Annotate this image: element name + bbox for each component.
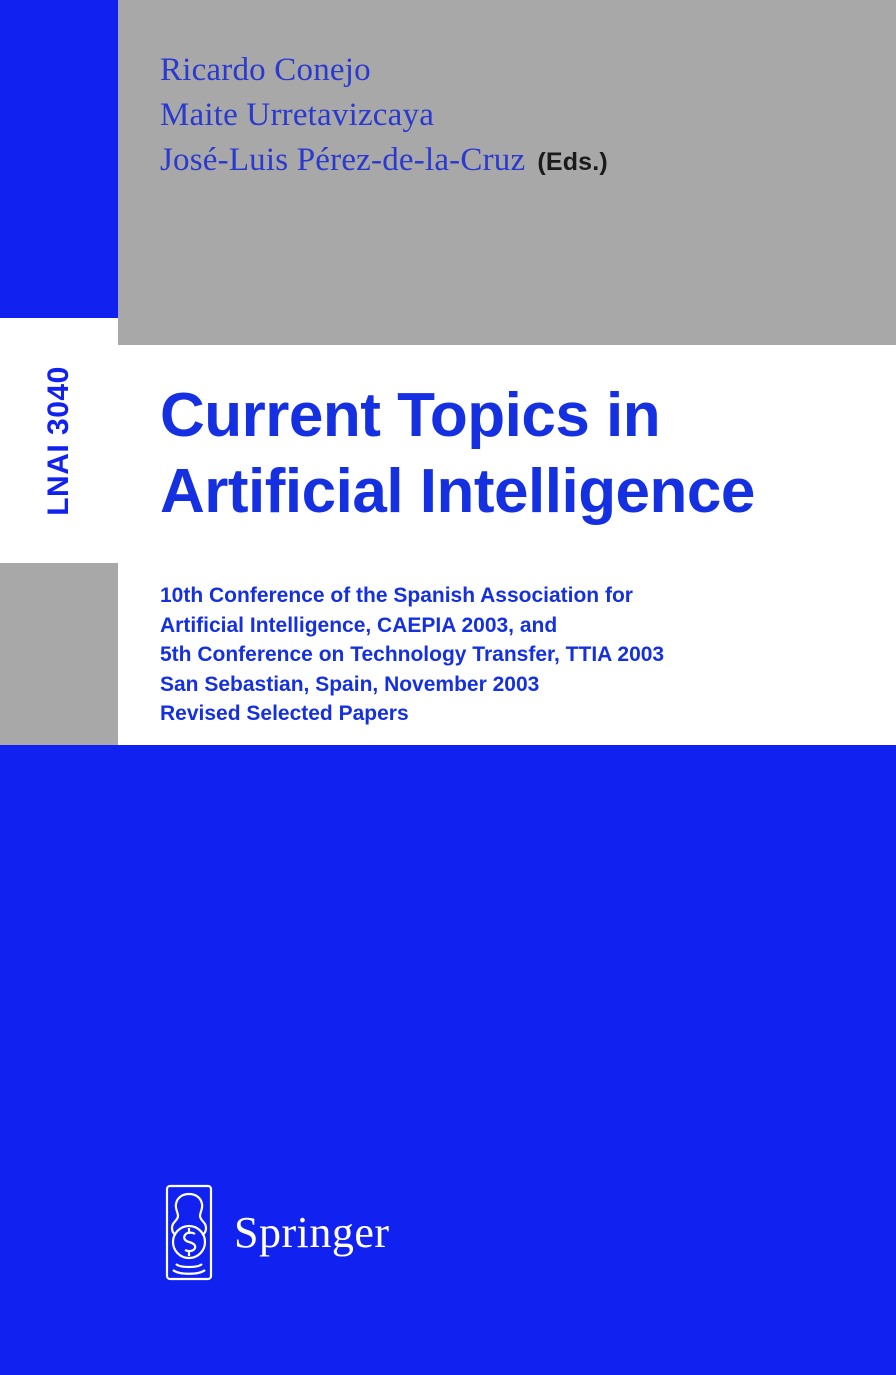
book-subtitle [160,581,880,729]
publisher-name: Springer [234,1208,390,1257]
editor-name: José-Luis Pérez-de-la-Cruz [160,142,526,178]
book-title [160,378,890,530]
book-title-line-1: Current Topics in [160,381,661,450]
subtitle-line: San Sebastian, Spain, November 2003 [160,672,540,696]
editor-entry [160,138,860,185]
subtitle-line: Revised Selected Papers [160,702,409,725]
subtitle-line: 10th Conference of the Spanish Association for [160,584,633,607]
editor-entry [160,93,860,138]
spine-block-bottom [0,745,118,1375]
editor-list [160,48,860,185]
editor-entry [160,48,860,93]
spine-block-gray [0,563,118,745]
editor-name: Ricardo Conejo [160,52,371,88]
spine-block-top [0,0,118,318]
editor-name: Maite Urretavizcaya [160,97,435,133]
series-label [0,318,118,563]
book-title-line-2: Artificial Intelligence [160,457,755,526]
publisher-block [158,1180,390,1285]
springer-knight-logo-icon [158,1180,220,1285]
subtitle-line: 5th Conference on Technology Transfer, TTIA 2003 [160,643,665,666]
series-label-text: LNAI 3040 [42,365,76,516]
subtitle-line: Artificial Intelligence, CAEPIA 2003, and [160,613,558,637]
editors-suffix: (Eds.) [537,148,608,176]
